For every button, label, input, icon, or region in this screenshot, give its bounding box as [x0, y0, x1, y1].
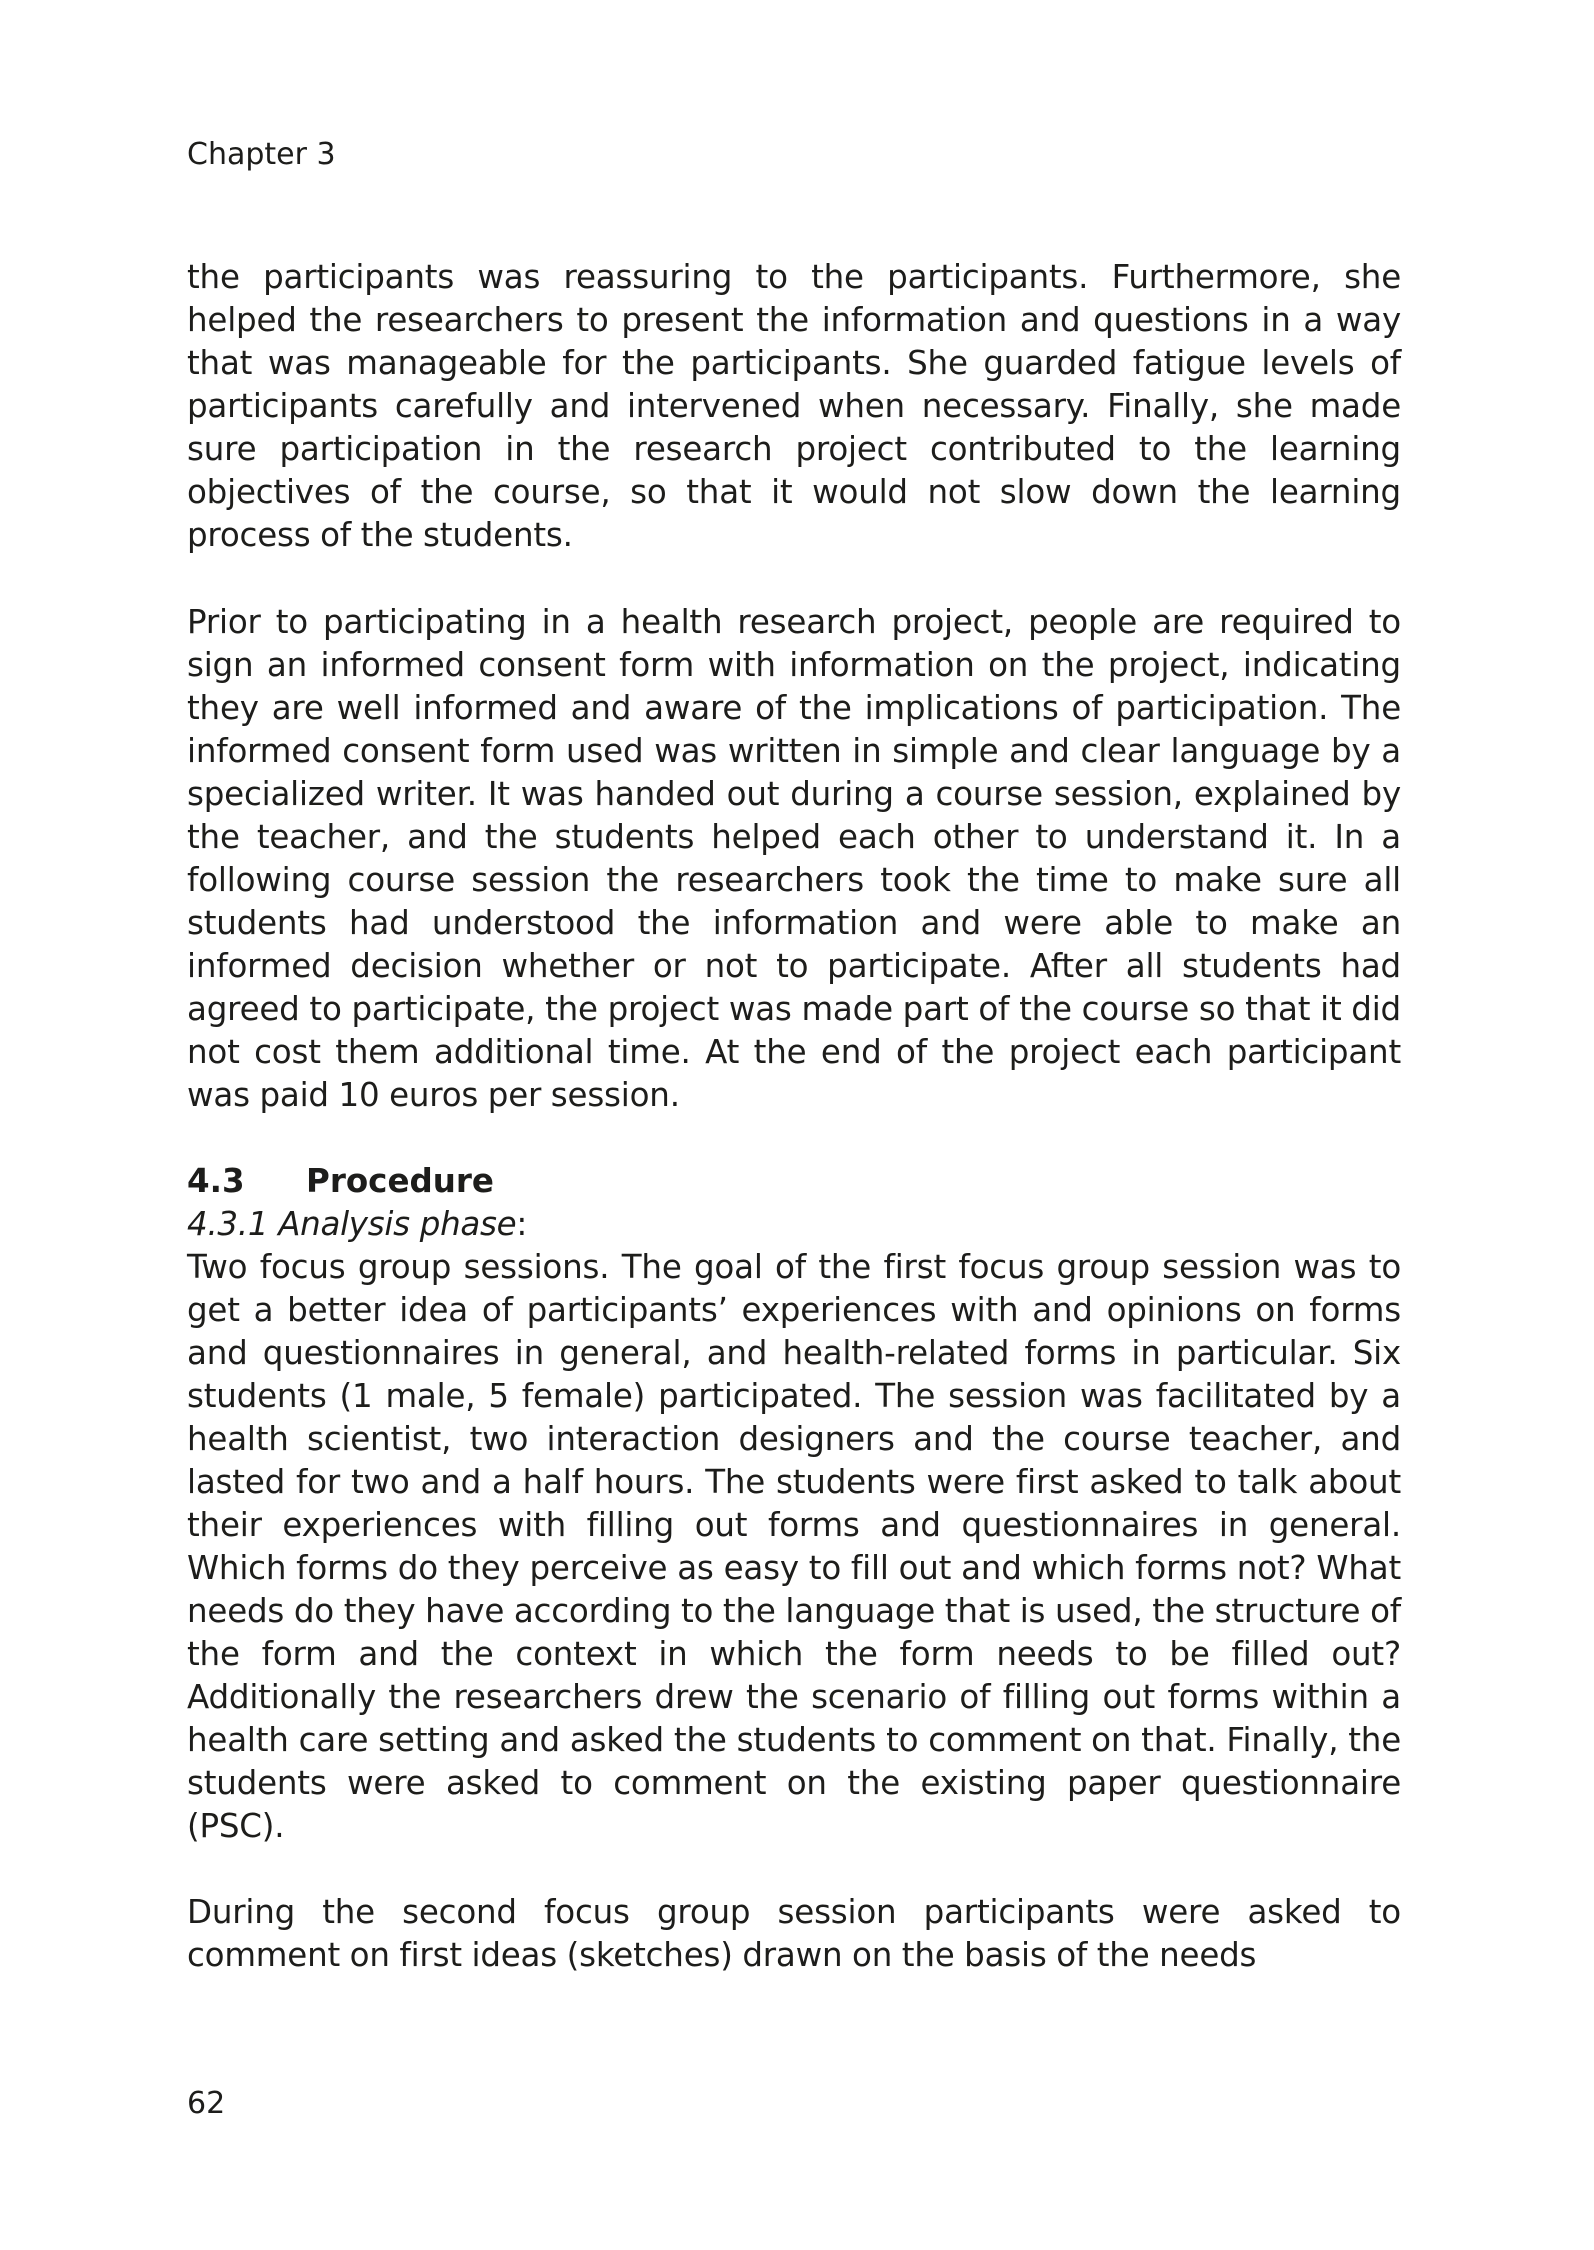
section-title: Procedure [306, 1162, 494, 1200]
paragraph-text: the participants was reassuring to the participants. Furthermore, she helped the researchers to present the information and questions in a way that was manageable for the participants. She guarded fatigue levels of participants carefully and intervened when necessary. Finally, she made sure participation in the research project contributed to the learning objectives of the course, so that it would not slow down the learning process of the students. [187, 258, 1401, 554]
body-paragraph-1 [187, 256, 1401, 557]
body-paragraph-3 [187, 1246, 1401, 1848]
body-paragraph-2 [187, 601, 1401, 1117]
subsection-title: 4.3.1 Analysis phase [187, 1205, 517, 1243]
paragraph-text: Two focus group sessions. The goal of the first focus group session was to get a better idea of participants’ experiences with and opinions on forms and questionnaires in general, and health-related forms in particular. Six students (1 male, 5 female) participated. The session was facilitated by a health scientist, two interaction designers and the course teacher, and lasted for two and a half hours. The students were first asked to talk about their experiences with filling out forms and questionnaires in general. Which forms do they perceive as easy to fill out and which forms not? What needs do they have according to the language that is used, the structure of the form and the context in which the form needs to be filled out? Additionally the researchers drew the scenario of filling out forms within a health care setting and asked the students to comment on that. Finally, the students were asked to comment on the existing paper questionnaire (PSC). [187, 1248, 1401, 1845]
running-head: Chapter 3 [187, 137, 336, 172]
subsection-colon: : [516, 1205, 527, 1243]
paragraph-text: During the second focus group session participants were asked to comment on first ideas (sketches) drawn on the basis of the needs [187, 1893, 1401, 1974]
section-heading [187, 1160, 494, 1203]
paragraph-text: Prior to participating in a health research project, people are required to sign an informed consent form with information on the project, indicating they are well informed and aware of the implications of participation. The informed consent form used was written in simple and clear language by a specialized writer. It was handed out during a course session, explained by the teacher, and the students helped each other to understand it. In a following course session the researchers took the time to make sure all students had understood the information and were able to make an informed decision whether or not to participate. After all students had agreed to participate, the project was made part of the course so that it did not cost them additional time. At the end of the project each participant was paid 10 euros per session. [187, 603, 1401, 1114]
section-number: 4.3 [187, 1162, 245, 1200]
body-paragraph-4 [187, 1891, 1401, 1977]
subsection-heading [187, 1203, 527, 1246]
page-number: 62 [187, 2086, 226, 2121]
